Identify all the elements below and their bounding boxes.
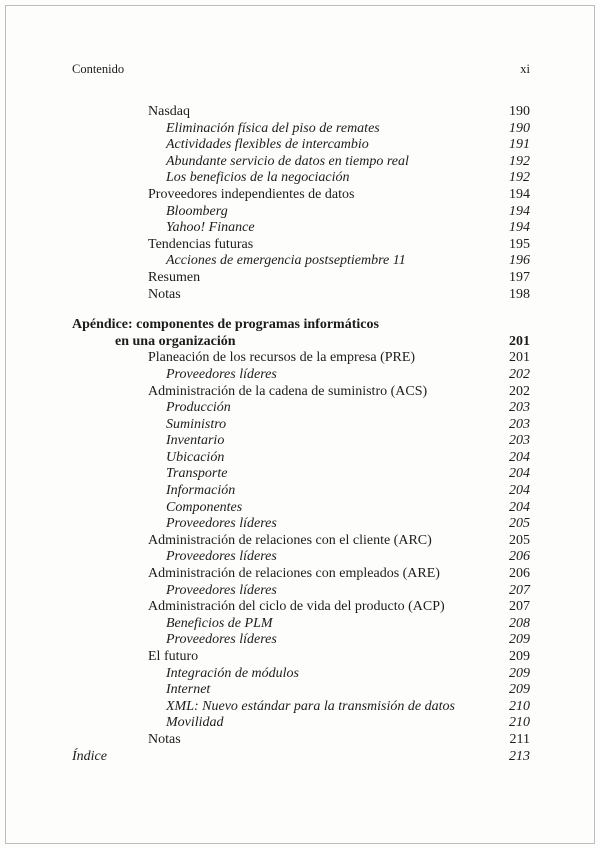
leader-space [181, 287, 509, 304]
toc-entry-label: XML: Nuevo estándar para la transmisión de datos [166, 698, 455, 714]
toc-entry-page: 210 [509, 715, 530, 731]
leader-space [200, 270, 509, 287]
toc-entry-label: Inventario [166, 433, 225, 449]
toc-entry-label: Beneficios de PLM [166, 615, 273, 631]
toc-row [72, 632, 530, 649]
toc-entry-label: Administración de la cadena de suministro (ACS) [148, 383, 428, 399]
toc-entry-label: Notas [148, 286, 181, 302]
toc-entry-page: 197 [509, 269, 530, 285]
toc-entry-label: Proveedores líderes [166, 516, 277, 532]
leader-space [415, 350, 509, 367]
toc-row [72, 566, 530, 583]
toc-entry-page: 207 [509, 582, 530, 598]
toc-row [72, 137, 530, 154]
leader-space [380, 121, 509, 138]
toc-entry-page: 204 [509, 449, 530, 465]
toc-entry-page: 211 [509, 731, 530, 747]
toc-entry-label: Nasdaq [148, 104, 190, 119]
toc-row [72, 516, 530, 533]
toc-entry-label: Internet [166, 682, 211, 698]
leader-space [432, 533, 509, 550]
toc-row [72, 317, 530, 334]
leader-space [224, 715, 509, 732]
toc-entry-page: 210 [509, 698, 530, 714]
leader-space [210, 682, 509, 699]
leader-space [277, 516, 509, 533]
toc-entry-page: 204 [509, 466, 530, 482]
toc-row [72, 732, 530, 749]
toc-entry-page: 213 [509, 748, 530, 764]
toc-row [72, 433, 530, 450]
leader-space [231, 400, 509, 417]
toc-row [72, 187, 530, 204]
toc-entry-page: 201 [509, 350, 530, 366]
toc-entry-label: Planeación de los recursos de la empresa (PRE) [148, 350, 416, 366]
toc-row [72, 666, 530, 683]
toc-entry-page: 206 [509, 566, 530, 582]
leader-space [228, 204, 509, 221]
toc-entry-label: Apéndice: componentes de programas informáticos [72, 317, 379, 333]
toc-row [72, 450, 530, 467]
toc-entry-label: Producción [166, 400, 231, 416]
toc-entry-page: 201 [509, 333, 530, 349]
toc-row [72, 367, 530, 384]
page-folio: xi [520, 62, 530, 76]
running-header [72, 62, 530, 76]
toc-entry-page: 202 [509, 383, 530, 399]
toc-row [72, 287, 530, 304]
toc-entry-page: 194 [509, 186, 530, 202]
leader-space [190, 104, 509, 121]
leader-space [379, 317, 530, 334]
toc-entry-label: Proveedores líderes [166, 582, 277, 598]
toc-entry-page: 192 [509, 170, 530, 186]
leader-space [181, 732, 510, 749]
toc-entry-page: 207 [509, 599, 530, 615]
toc-entry-label: Actividades flexibles de intercambio [166, 137, 369, 153]
leader-space [242, 500, 509, 517]
leader-space [227, 466, 509, 483]
toc-entry-page: 192 [509, 153, 530, 169]
toc-row [72, 237, 530, 254]
toc-entry-label: en una organización [115, 333, 236, 349]
toc-row [72, 599, 530, 616]
toc-entry-page: 195 [509, 236, 530, 252]
toc-row [72, 350, 530, 367]
toc-entry-label: Proveedores líderes [166, 366, 277, 382]
leader-space [226, 417, 509, 434]
leader-space [255, 220, 509, 237]
toc-entry-page: 194 [509, 220, 530, 236]
toc-row [72, 533, 530, 550]
toc-entry-page: 209 [509, 632, 530, 648]
leader-space [455, 699, 509, 716]
toc-row [72, 500, 530, 517]
toc-row [72, 400, 530, 417]
leader-space [369, 137, 509, 154]
toc-entry-label: Yahoo! Finance [166, 220, 255, 236]
toc-row [72, 749, 530, 766]
leader-space [277, 549, 509, 566]
leader-space [406, 253, 509, 270]
leader-space [277, 632, 509, 649]
toc-entry-label: Movilidad [166, 715, 224, 731]
toc-entry-label: Tendencias futuras [148, 236, 254, 252]
toc-entry-page: 190 [509, 120, 530, 136]
toc-row [72, 483, 530, 500]
toc-entry-page: 191 [509, 137, 530, 153]
toc-entry-page: 203 [509, 433, 530, 449]
toc-entry-page: 203 [509, 416, 530, 432]
toc-list [72, 104, 530, 765]
toc-row [72, 466, 530, 483]
toc-entry-label: Proveedores independientes de datos [148, 186, 355, 202]
toc-entry-label: Administración de relaciones con el cliente (ARC) [148, 532, 432, 548]
toc-entry-label: Índice [72, 748, 107, 764]
toc-row [72, 682, 530, 699]
toc-row [72, 334, 530, 351]
toc-entry-page: 209 [509, 682, 530, 698]
leader-space [236, 334, 509, 351]
toc-entry-label: Ubicación [166, 449, 225, 465]
toc-row [72, 649, 530, 666]
toc-entry-page: 204 [509, 483, 530, 499]
toc-row [72, 417, 530, 434]
leader-space [445, 599, 509, 616]
toc-entry-page: 203 [509, 400, 530, 416]
toc-row [72, 715, 530, 732]
leader-space [299, 666, 509, 683]
leader-space [350, 170, 509, 187]
toc-entry-label: Proveedores líderes [166, 549, 277, 565]
toc-entry-page: 206 [509, 549, 530, 565]
leader-space [440, 566, 509, 583]
toc-entry-label: Eliminación física del piso de remates [166, 120, 380, 136]
toc-row [72, 699, 530, 716]
leader-space [235, 483, 509, 500]
toc-row [72, 104, 530, 121]
leader-space [107, 749, 509, 766]
leader-space [354, 187, 509, 204]
toc-entry-page: 204 [509, 499, 530, 515]
toc-entry-label: Bloomberg [166, 203, 228, 219]
leader-space [198, 649, 509, 666]
toc-entry-label: Notas [148, 731, 181, 747]
toc-entry-label: Suministro [166, 416, 227, 432]
toc-entry-page: 198 [509, 286, 530, 302]
toc-entry-page: 190 [509, 104, 530, 119]
toc-entry-page: 205 [509, 532, 530, 548]
leader-space [253, 237, 509, 254]
toc-entry-label: Abundante servicio de datos en tiempo real [166, 153, 409, 169]
toc-entry-label: Proveedores líderes [166, 632, 277, 648]
toc-entry-label: Transporte [166, 466, 228, 482]
book-page [72, 62, 530, 765]
toc-row [72, 170, 530, 187]
toc-entry-page: 205 [509, 516, 530, 532]
toc-entry-page: 202 [509, 366, 530, 382]
leader-space [224, 450, 509, 467]
toc-entry-page: 209 [509, 665, 530, 681]
leader-space [277, 583, 509, 600]
leader-space [224, 433, 509, 450]
toc-entry-label: Información [166, 483, 236, 499]
toc-entry-label: Administración de relaciones con empleados (ARE) [148, 566, 440, 582]
toc-entry-label: Los beneficios de la negociación [166, 170, 350, 186]
toc-row [72, 270, 530, 287]
toc-row [72, 121, 530, 138]
toc-row [72, 384, 530, 401]
leader-space [273, 616, 509, 633]
toc-entry-label: Componentes [166, 499, 243, 515]
toc-row [72, 583, 530, 600]
toc-entry-page: 208 [509, 615, 530, 631]
toc-entry-label: Resumen [148, 269, 201, 285]
running-header-title: Contenido [72, 62, 125, 76]
toc-row [72, 204, 530, 221]
toc-entry-label: Integración de módulos [166, 665, 299, 681]
toc-row [72, 220, 530, 237]
toc-row [72, 253, 530, 270]
toc-entry-page: 209 [509, 649, 530, 664]
toc-row [72, 616, 530, 633]
toc-row [72, 549, 530, 566]
leader-space [427, 384, 509, 401]
leader-space [409, 154, 509, 171]
toc-row [72, 154, 530, 171]
toc-entry-label: Acciones de emergencia postseptiembre 11 [166, 253, 406, 269]
toc-entry-page: 196 [509, 253, 530, 269]
toc-entry-page: 194 [509, 203, 530, 219]
toc-entry-label: El futuro [148, 649, 199, 664]
leader-space [277, 367, 509, 384]
toc-entry-label: Administración del ciclo de vida del producto (ACP) [148, 599, 445, 615]
